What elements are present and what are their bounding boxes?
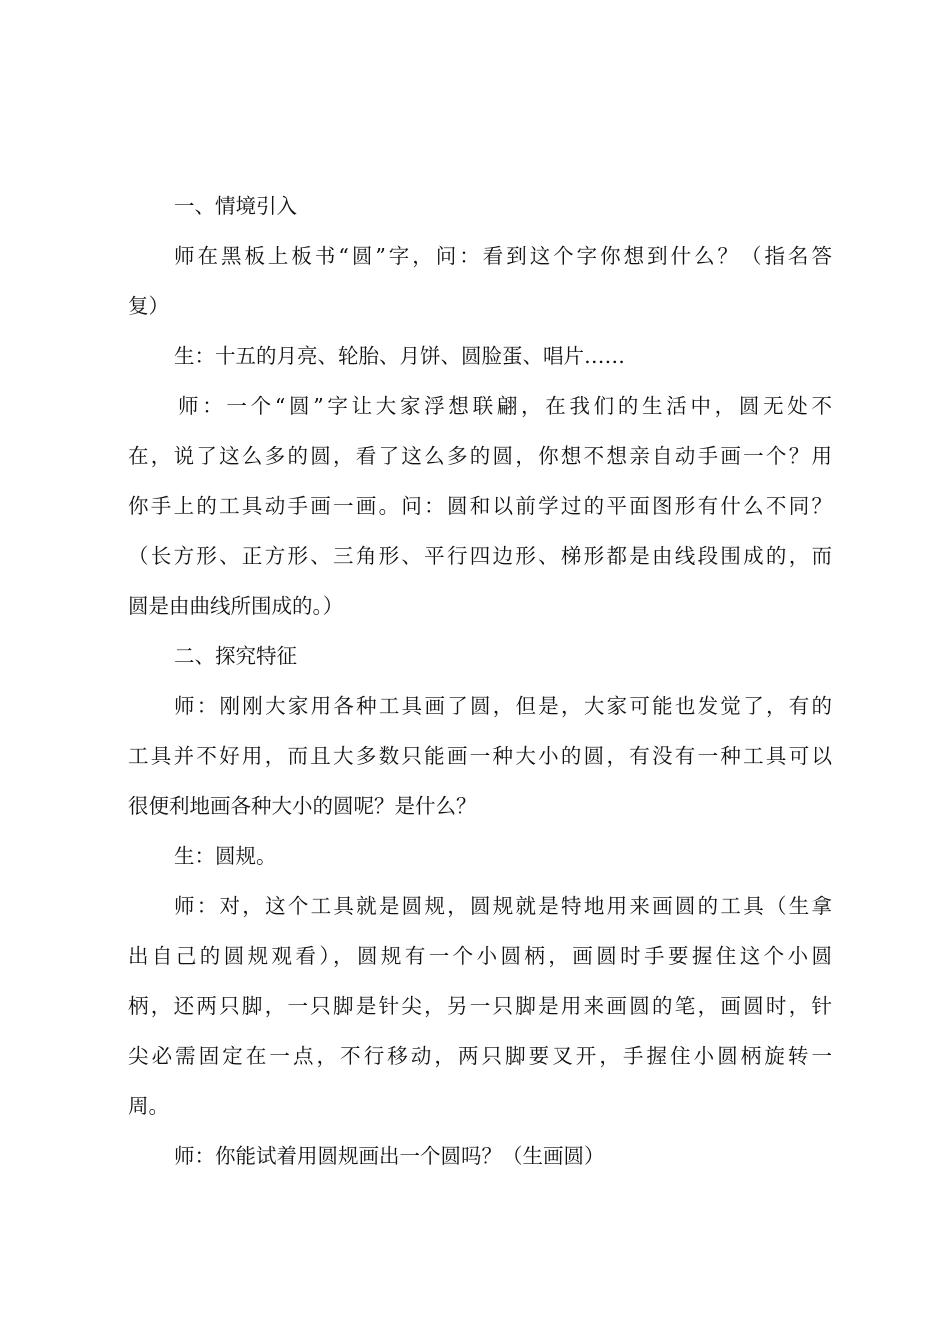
paragraph-line: 师：对，这个工具就是圆规，圆规就是特地用来画圆的工具（生拿 bbox=[174, 894, 832, 918]
paragraph-line: 复） bbox=[128, 294, 169, 318]
paragraph-line: 生：圆规。 bbox=[174, 844, 277, 868]
paragraph-line: （长方形、正方形、三角形、平行四边形、梯形都是由线段围成的，而 bbox=[128, 544, 832, 568]
paragraph-line: 周。 bbox=[128, 1094, 169, 1118]
paragraph-line: 师在黑板上板书“圆”字，问：看到这个字你想到什么？（指名答 bbox=[174, 244, 832, 268]
paragraph-line: 生：十五的月亮、轮胎、月饼、圆脸蛋、唱片…… bbox=[174, 344, 625, 368]
paragraph-line: 圆是由曲线所围成的。） bbox=[128, 594, 344, 618]
section-heading-intro: 一、情境引入 bbox=[174, 194, 297, 218]
paragraph-line: 尖必需固定在一点，不行移动，两只脚要叉开，手握住小圆柄旋转一 bbox=[128, 1044, 832, 1068]
paragraph-line: 师：一个“圆”字让大家浮想联翩，在我们的生活中，圆无处不 bbox=[178, 394, 832, 418]
paragraph-line: 很便利地画各种大小的圆呢？是什么？ bbox=[128, 794, 477, 818]
paragraph-line: 柄，还两只脚，一只脚是针尖，另一只脚是用来画圆的笔，画圆时，针 bbox=[128, 994, 832, 1018]
paragraph-line: 出自己的圆规观看），圆规有一个小圆柄，画圆时手要握住这个小圆 bbox=[128, 944, 832, 968]
paragraph-line: 师：你能试着用圆规画出一个圆吗？（生画圆） bbox=[174, 1144, 605, 1168]
paragraph-line: 工具并不好用，而且大多数只能画一种大小的圆，有没有一种工具可以 bbox=[128, 744, 832, 768]
paragraph-line: 你手上的工具动手画一画。问：圆和以前学过的平面图形有什么不同？ bbox=[128, 494, 832, 518]
paragraph-line: 师：刚刚大家用各种工具画了圆，但是，大家可能也发觉了，有的 bbox=[174, 694, 832, 718]
section-heading-features: 二、探究特征 bbox=[174, 644, 297, 668]
paragraph-line: 在，说了这么多的圆，看了这么多的圆，你想不想亲自动手画一个？用 bbox=[128, 444, 832, 468]
